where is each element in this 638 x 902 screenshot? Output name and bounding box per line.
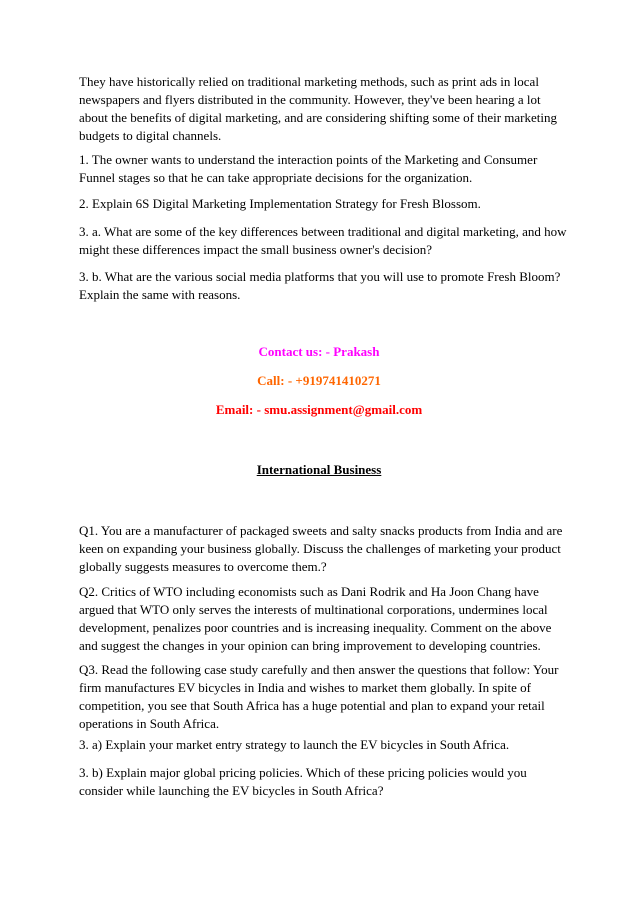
intro-paragraph: They have historically relied on traditional marketing methods, such as print ads in local newspapers and flyers distributed in the community. However, they've been hearing a lot about the benefits of digital marketing, and are considering shifting some of their marketing budgets to digital channels.: [79, 74, 557, 143]
question-1: 1. The owner wants to understand the interaction points of the Marketing and Consumer Funnel stages so that he can take appropriate decisions for the organization.: [79, 152, 538, 185]
contact-email: Email: - smu.assignment@gmail.com: [215, 402, 423, 417]
ib-question-3: Q3. Read the following case study carefully and then answer the questions that follow: Your firm manufactures EV bicycles in India and wishes to market them globally. In spite of competition, you see that South Africa has a huge potential and plan to expand your retail operations in South Africa.: [79, 662, 559, 731]
contact-phone: Call: - +919741410271: [257, 373, 381, 388]
ib-question-3a: 3. a) Explain your market entry strategy to launch the EV bicycles in South Africa.: [79, 737, 510, 752]
ib-question-1: Q1. You are a manufacturer of packaged sweets and salty snacks products from India and are keen on expanding your business globally. Discuss the challenges of marketing your product globally suggests measures to overcome them.?: [79, 523, 563, 574]
section-heading-text: International Business: [256, 462, 382, 477]
ib-question-2: Q2. Critics of WTO including economists such as Dani Rodrik and Ha Joon Chang have argued that WTO only serves the interests of multinational corporations, undermines local development, penalizes poor countries and is increasing inequality. Comment on the above and suggest the changes in your opinion can bring improvement to developing countries.: [79, 584, 552, 653]
question-2: 2. Explain 6S Digital Marketing Implementation Strategy for Fresh Blossom.: [79, 196, 481, 211]
ib-question-3b: 3. b) Explain major global pricing policies. Which of these pricing policies would you consider while launching the EV bicycles in South Africa?: [79, 765, 527, 798]
contact-name: Contact us: - Prakash: [258, 344, 380, 359]
section-heading: [0, 461, 638, 479]
question-3a: 3. a. What are some of the key differences between traditional and digital marketing, and how might these differences impact the small business owner's decision?: [79, 224, 567, 257]
question-3b: 3. b. What are the various social media platforms that you will use to promote Fresh Bloom? Explain the same with reasons.: [79, 269, 561, 302]
